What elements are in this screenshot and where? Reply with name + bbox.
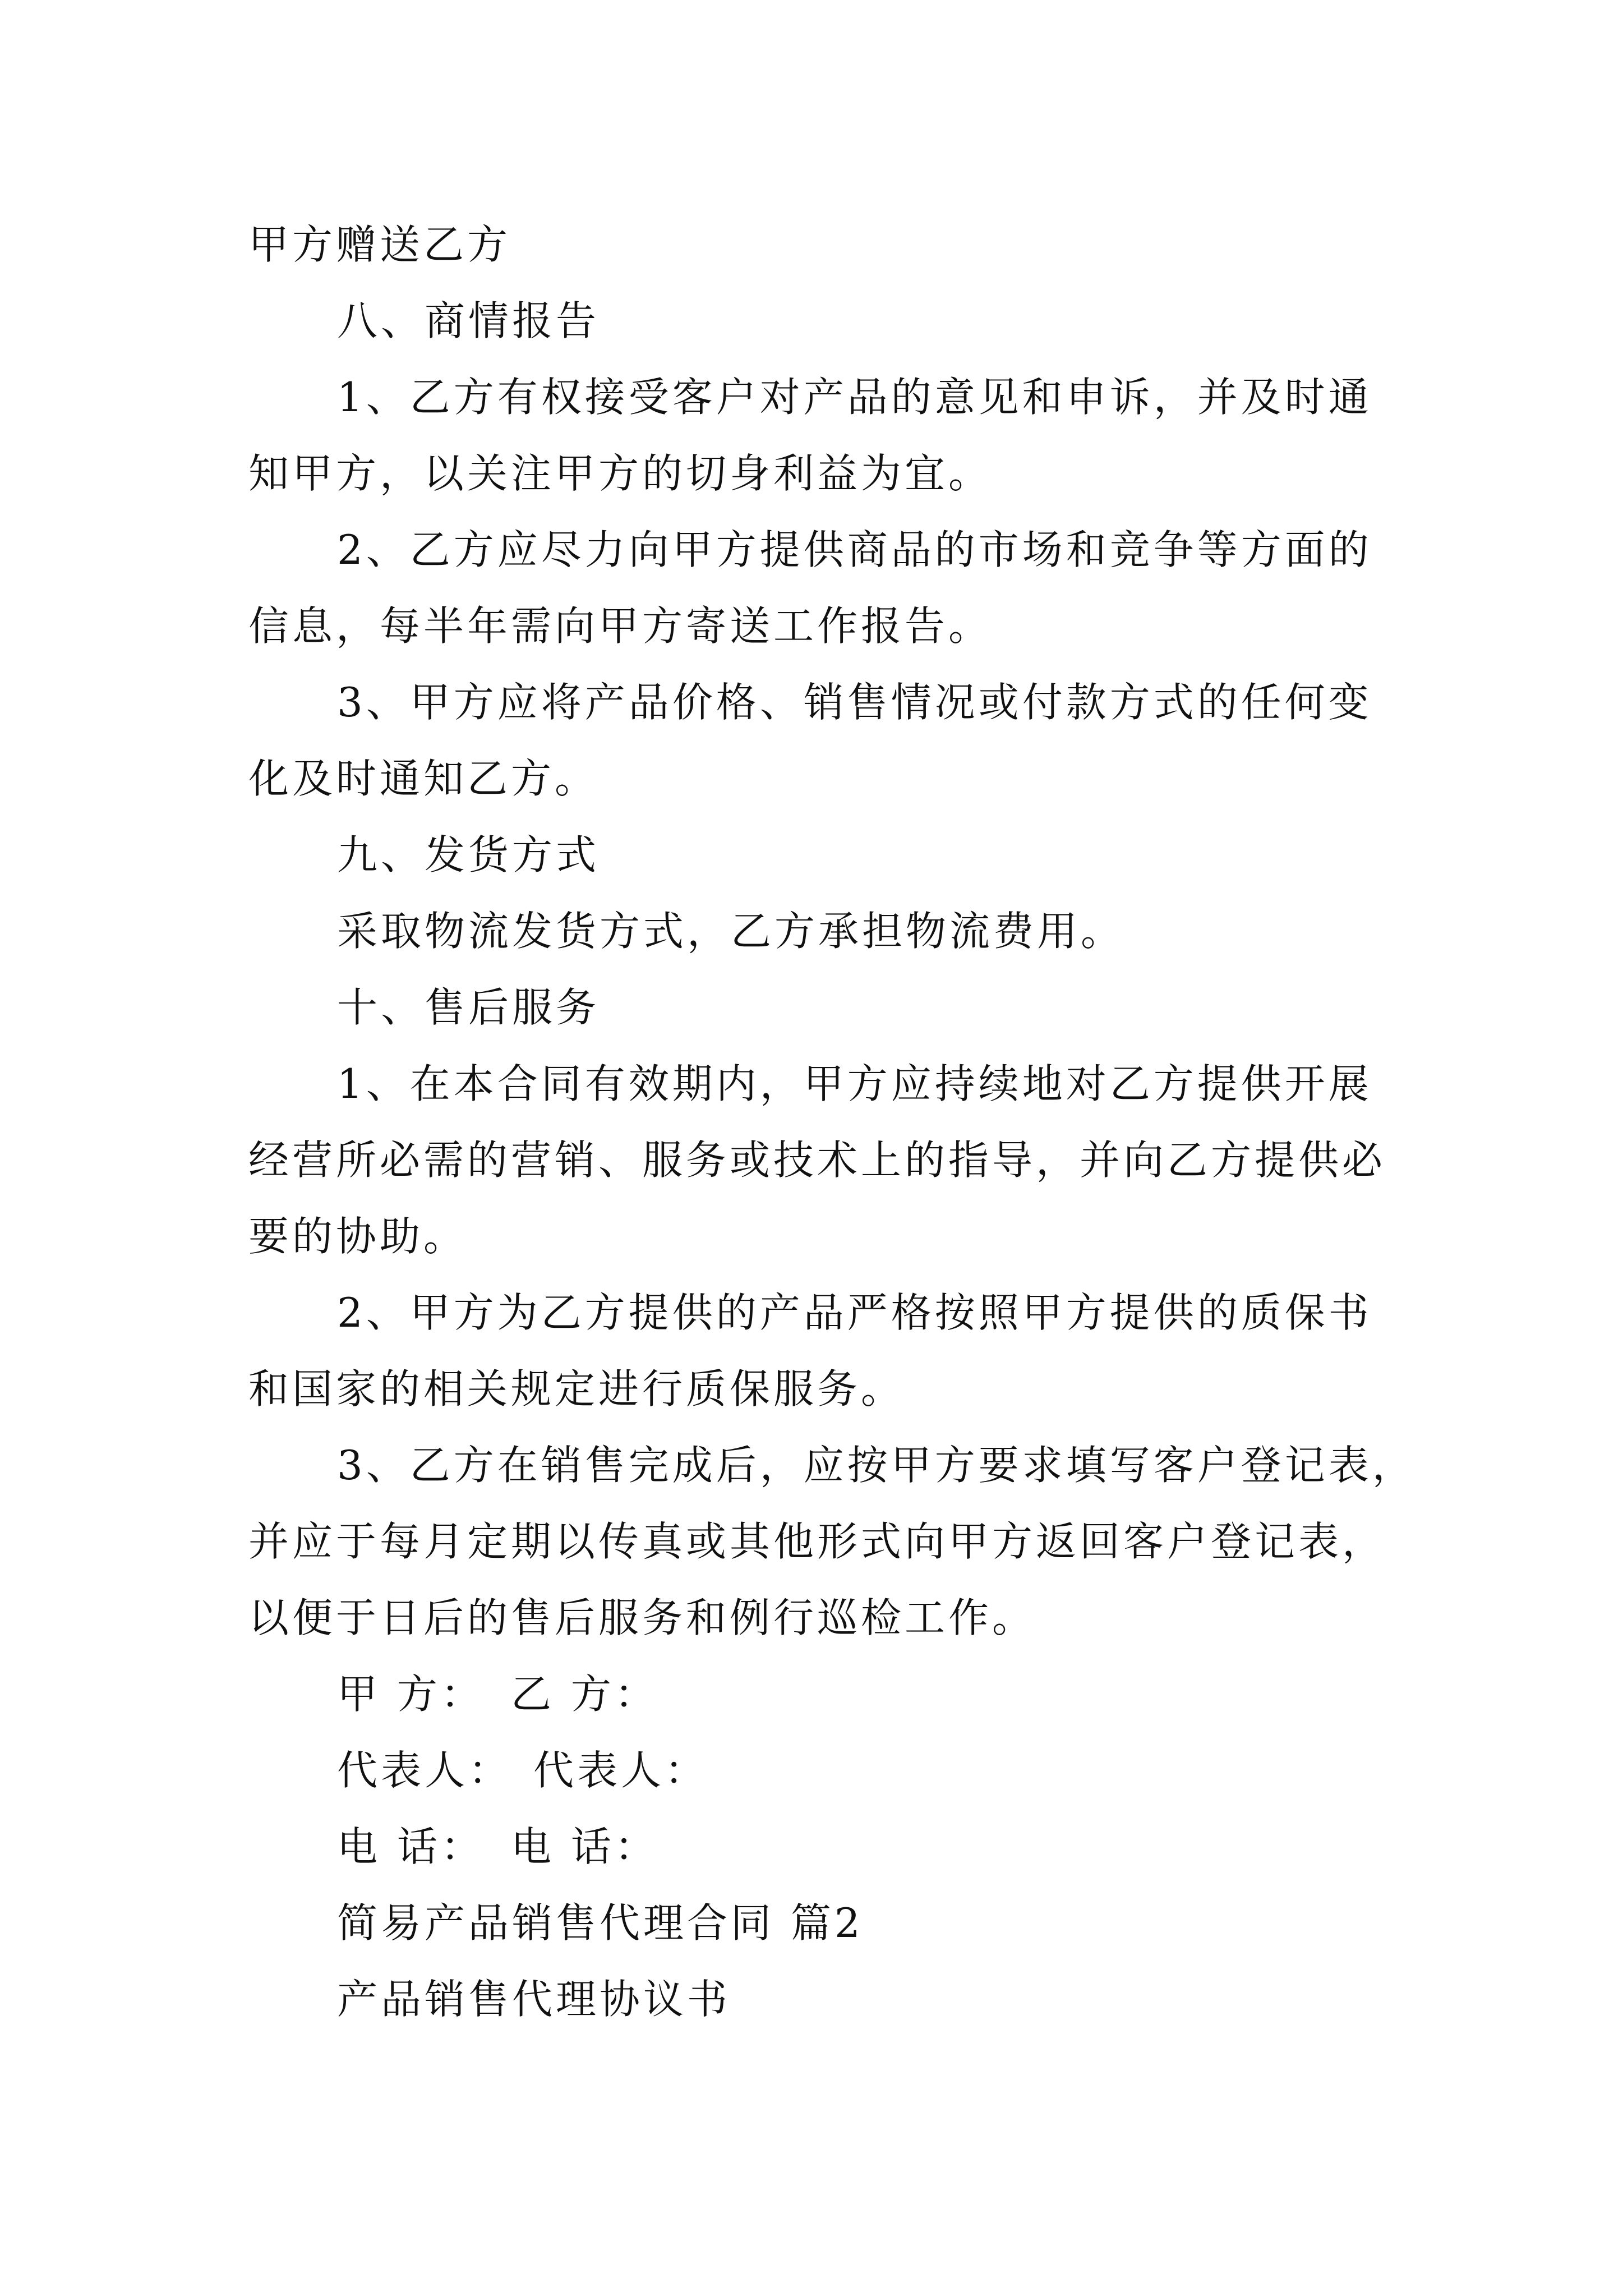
paragraph-after-sales-1: [248, 1046, 1386, 1274]
signature-block: [248, 1656, 1381, 1885]
party-a-label: 甲 方：: [337, 1671, 485, 1718]
text-line: 2、乙方应尽力向甲方提供商品的市场和竞争等方面的: [337, 526, 1372, 573]
text-line: 1、乙方有权接受客户对产品的意见和申诉，并及时通: [337, 374, 1372, 421]
text-line: 3、甲方应将产品价格、销售情况或付款方式的任何变: [337, 679, 1372, 726]
text-line: 并应于每月定期以传真或其他形式向甲方返回客户登记表，: [248, 1518, 1386, 1565]
phone-b-label: 电 话：: [511, 1823, 658, 1870]
text-line: 3、乙方在销售完成后，应按甲方要求填写客户登记表，: [337, 1442, 1416, 1489]
text-line: 知甲方，以关注甲方的切身利益为宜。: [248, 450, 993, 497]
signature-phone-row: [248, 1809, 1381, 1885]
party-b-label: 乙 方：: [511, 1671, 658, 1718]
paragraph-report-3: [248, 664, 1381, 817]
section-heading: 八、商情报告: [337, 297, 600, 344]
signature-party-row: [248, 1656, 1381, 1732]
text-line: 和国家的相关规定进行质保服务。: [248, 1365, 905, 1412]
text-line: 1、在本合同有效期内，甲方应持续地对乙方提供开展: [337, 1060, 1372, 1107]
text-line: 信息，每半年需向甲方寄送工作报告。: [248, 602, 993, 650]
phone-a-label: 电 话：: [337, 1823, 485, 1870]
text-line: 要的协助。: [248, 1213, 468, 1260]
representative-a-label: 代表人：: [337, 1747, 513, 1794]
paragraph-shipping: [248, 893, 1381, 969]
text-line: 采取物流发货方式，乙方承担物流费用。: [337, 908, 1125, 955]
next-section-title: 简易产品销售代理合同 篇2: [337, 1899, 864, 1947]
text-line: 以便于日后的售后服务和例行巡检工作。: [248, 1594, 1036, 1641]
representative-b-label: 代表人：: [533, 1747, 709, 1794]
paragraph-report-2: [248, 512, 1381, 664]
text-line: 经营所必需的营销、服务或技术上的指导，并向乙方提供必: [248, 1137, 1386, 1184]
text-line: 甲方赠送乙方: [248, 221, 511, 268]
section-heading: 十、售后服务: [337, 984, 600, 1031]
section-heading: 九、发货方式: [337, 831, 600, 878]
paragraph-after-sales-2: [248, 1274, 1381, 1427]
text-line: 化及时通知乙方。: [248, 755, 599, 802]
paragraph-after-sales-3: [248, 1427, 1416, 1656]
text-line: 2、甲方为乙方提供的产品严格按照甲方提供的质保书: [337, 1289, 1372, 1336]
heading-business-report: [248, 283, 1381, 359]
heading-after-sales: [248, 969, 1381, 1046]
next-section-subtitle: 产品销售代理协议书: [337, 1976, 731, 2023]
paragraph-report-1: [248, 359, 1381, 512]
heading-shipping-method: [248, 817, 1381, 893]
document-body: [248, 206, 1416, 2037]
paragraph-gift-tail: [248, 206, 1381, 283]
signature-representative-row: [248, 1732, 1381, 1809]
next-section: [248, 1885, 1381, 2037]
